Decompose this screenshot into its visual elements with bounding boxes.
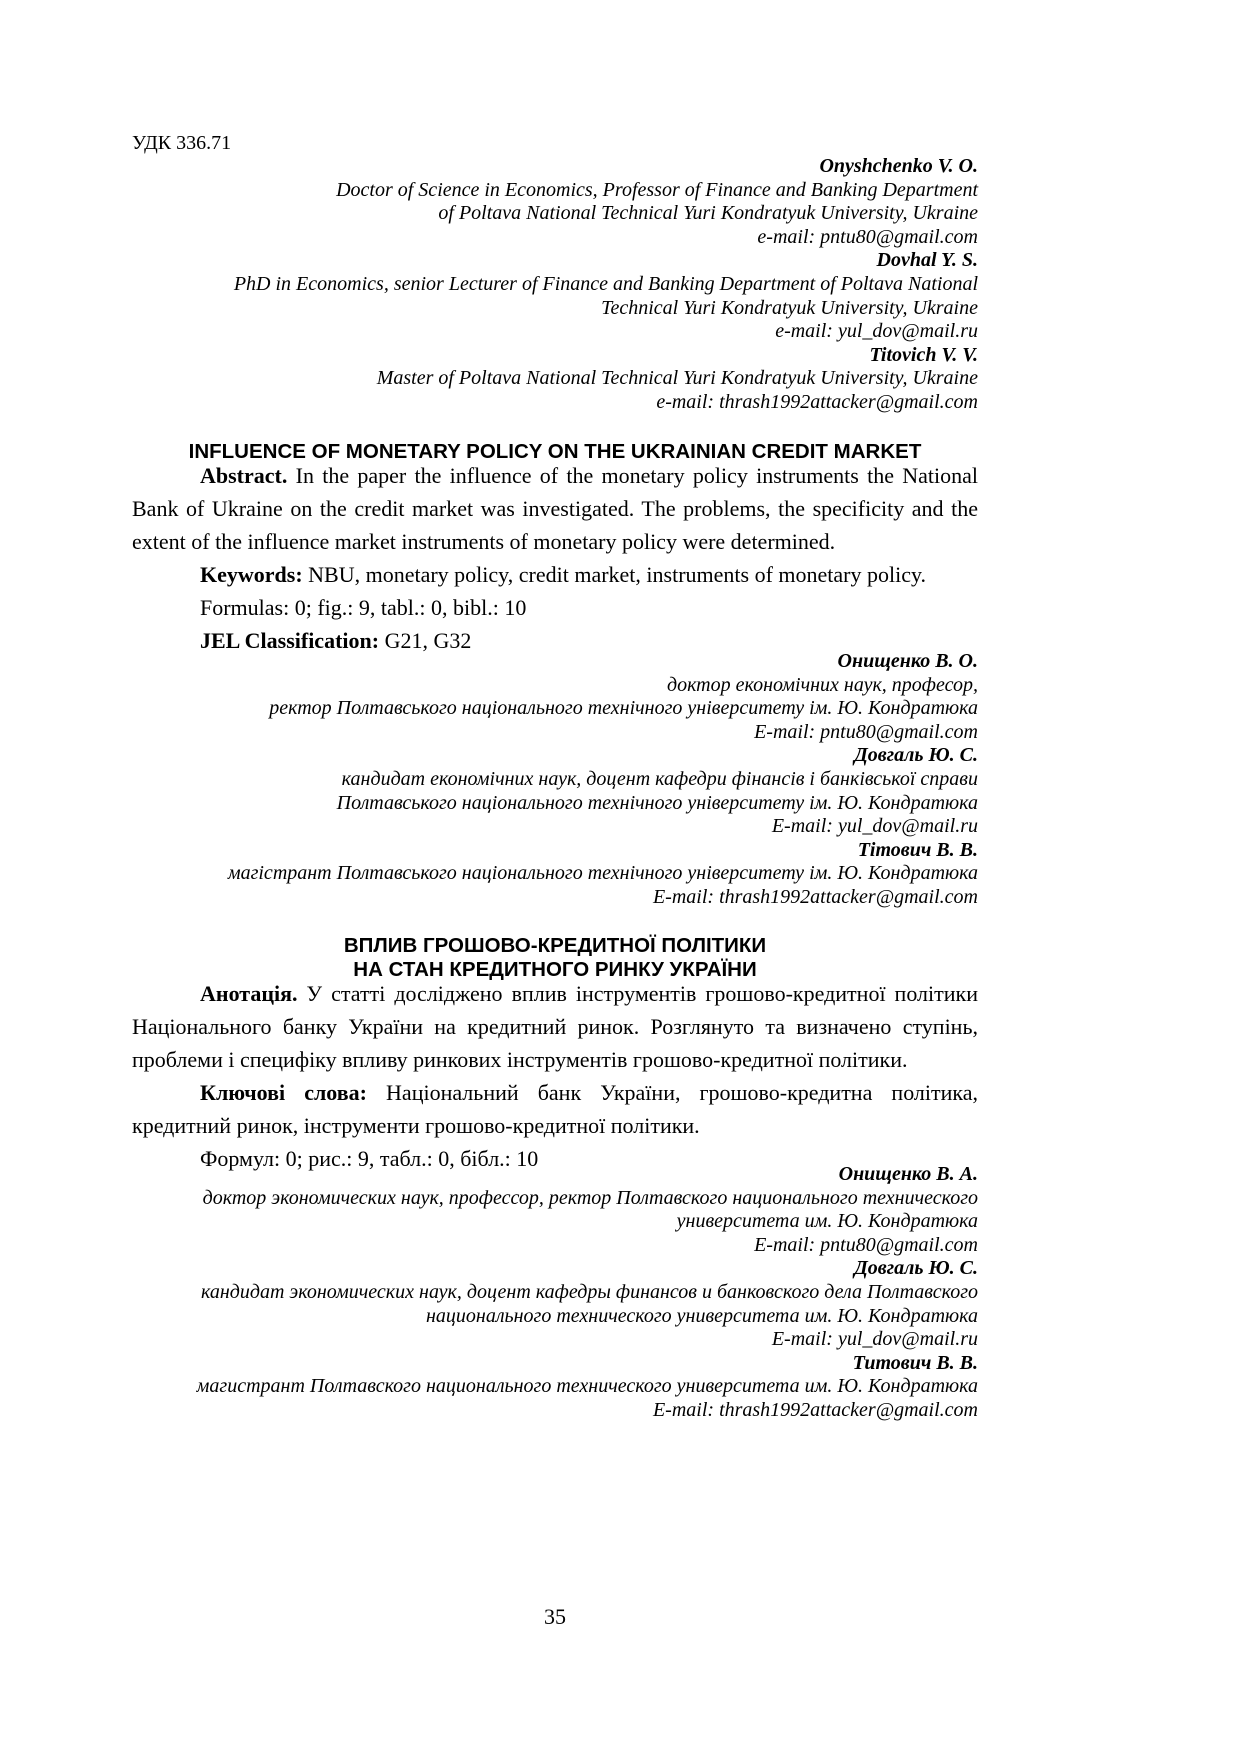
ukrainian-title	[132, 934, 978, 982]
author-affiliation: ректор Полтавського національного технічного університету ім. Ю. Кондратюка	[269, 697, 978, 720]
author-affiliation: Master of Poltava National Technical Yuri Kondratyuk University, Ukraine	[376, 367, 978, 390]
english-authors-block	[234, 155, 978, 415]
keywords-label: Keywords:	[200, 562, 303, 587]
author-email[interactable]: E-mail: pntu80@gmail.com	[754, 1233, 978, 1256]
author-affiliation: университета им. Ю. Кондратюка	[676, 1210, 978, 1233]
author-affiliation: магистрант Полтавского национального технического университета им. Ю. Кондратюка	[196, 1375, 978, 1398]
ukrainian-authors-block	[228, 650, 978, 910]
author-affiliation: Technical Yuri Kondratyuk University, Ukraine	[601, 296, 978, 319]
author-email[interactable]: E-mail: pntu80@gmail.com	[754, 720, 978, 743]
author-affiliation: Полтавського національного технічного університету ім. Ю. Кондратюка	[336, 791, 978, 814]
udk-code: УДК 336.71	[132, 132, 232, 154]
russian-authors-block	[197, 1163, 978, 1423]
english-title: INFLUENCE OF MONETARY POLICY ON THE UKRAINIAN CREDIT MARKET	[188, 440, 922, 463]
ukrainian-abstract-block	[132, 977, 978, 1175]
keywords-text: NBU, monetary policy, credit market, instruments of monetary policy.	[302, 562, 927, 587]
author-affiliation: доктор экономических наук, профессор, ректор Полтавского национального технического	[202, 1186, 978, 1209]
english-stats: Formulas: 0; fig.: 9, tabl.: 0, bibl.: 10	[200, 595, 527, 620]
author-affiliation: of Poltava National Technical Yuri Kondratyuk University, Ukraine	[438, 202, 978, 225]
author-email[interactable]: e-mail: thrash1992attacker@gmail.com	[656, 390, 978, 413]
abstract-label: Анотація.	[200, 981, 298, 1006]
author-affiliation: кандидат экономических наук, доцент кафедры финансов и банковского дела Полтавского	[200, 1280, 978, 1303]
author-email[interactable]: E-mail: yul_dov@mail.ru	[771, 815, 978, 838]
keywords-label: Ключові слова:	[200, 1080, 367, 1105]
author-name: Довгаль Ю. С.	[854, 744, 978, 767]
author-email[interactable]: e-mail: yul_dov@mail.ru	[775, 320, 978, 343]
author-name: Dovhal Y. S.	[876, 249, 978, 272]
ukrainian-stats: Формул: 0; рис.: 9, табл.: 0, бібл.: 10	[200, 1146, 539, 1171]
author-affiliation: Doctor of Science in Economics, Professor of Finance and Banking Department	[336, 178, 978, 201]
author-name: Titovich V. V.	[869, 343, 978, 366]
abstract-label: Abstract.	[200, 463, 288, 488]
jel-label: JEL Classification:	[200, 628, 380, 653]
page-number: 35	[544, 1604, 566, 1629]
jel-text: G21, G32	[379, 628, 472, 653]
abstract-text: У статті досліджено вплив інструментів грошово-кредитної політики Національного банку України на кредитний ринок. Розглянуто та визначено ступінь, проблеми і специфіку впливу ринкових інструментів грошово-кредитної політики.	[132, 981, 978, 1072]
author-affiliation: национального технического университета им. Ю. Кондратюка	[425, 1304, 978, 1327]
author-name: Onyshchenko V. O.	[819, 155, 978, 177]
english-keywords	[132, 558, 978, 591]
ukrainian-title-line-1: ВПЛИВ ГРОШОВО-КРЕДИТНОЇ ПОЛІТИКИ	[343, 934, 767, 957]
author-email[interactable]: E-mail: thrash1992attacker@gmail.com	[652, 885, 978, 908]
author-affiliation: доктор економічних наук, професор,	[666, 673, 978, 696]
author-name: Тітович В. В.	[857, 838, 978, 861]
author-affiliation: магістрант Полтавського національного технічного університету ім. Ю. Кондратюка	[227, 862, 978, 885]
ukrainian-title-line-2: НА СТАН КРЕДИТНОГО РИНКУ УКРАЇНИ	[353, 958, 757, 981]
author-name: Титович В. В.	[852, 1351, 978, 1374]
author-name: Довгаль Ю. С.	[854, 1257, 978, 1280]
ukrainian-keywords	[132, 1076, 978, 1142]
english-abstract-block	[132, 459, 978, 657]
abstract-text: In the paper the influence of the monetary policy instruments the National Bank of Ukraine on the credit market was investigated. The problems, the specificity and the extent of the influence market instruments of monetary policy were determined.	[132, 463, 978, 554]
author-affiliation: PhD in Economics, senior Lecturer of Finance and Banking Department of Poltava National	[233, 272, 978, 295]
author-email[interactable]: E-mail: yul_dov@mail.ru	[771, 1328, 978, 1351]
author-name: Онищенко В. О.	[837, 650, 978, 672]
author-affiliation: кандидат економічних наук, доцент кафедри фінансів і банківської справи	[341, 767, 978, 790]
author-email[interactable]: e-mail: pntu80@gmail.com	[757, 225, 978, 248]
author-name: Онищенко В. А.	[838, 1163, 978, 1185]
keywords-text: Національний банк України, грошово-кредитна політика, кредитний ринок, інструменти грошово-кредитної політики.	[132, 1080, 979, 1138]
author-email[interactable]: E-mail: thrash1992attacker@gmail.com	[652, 1398, 978, 1421]
ukrainian-abstract	[132, 977, 978, 1076]
english-abstract	[132, 459, 978, 558]
